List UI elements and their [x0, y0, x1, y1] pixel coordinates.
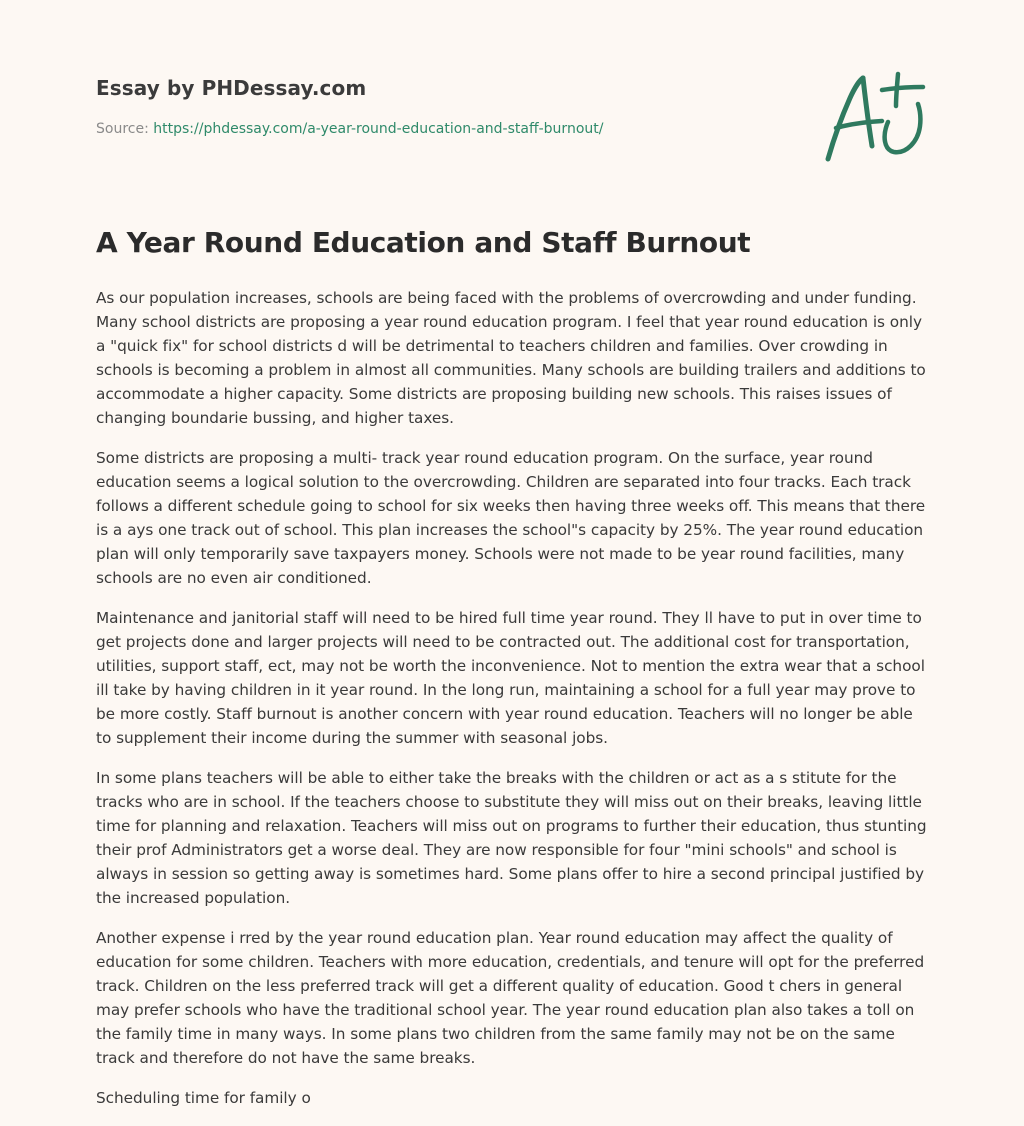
site-brand: Essay by PHDessay.com — [96, 76, 367, 100]
essay-paragraph: Scheduling time for family o — [96, 1089, 311, 1107]
essay-header — [96, 76, 796, 137]
a-plus-grade-icon — [820, 66, 932, 166]
essay-paragraph: Maintenance and janitorial staff will need to be hired full time year round. They ll have to put in over time to get projects done and larger projects will need to be contracted out. The additional cost for transportation, utilities, support staff, ect, may not be worth the inconvenience. Not to mention the extra wear that a school ill take by having children in it year round. In the long run, maintaining a school for a full year may prove to be more costly. Staff burnout is another concern with year round education. Teachers will no longer be able to supplement their income during the summer with seasonal jobs. — [96, 609, 925, 747]
essay-paragraph: Some districts are proposing a multi- track year round education program. On the surface, year round education seems a logical solution to the overcrowding. Children are separated into four tracks. Each track follows a different schedule going to school for six weeks then having three weeks off. This means that there is a ays one track out of school. This plan increases the school"s capacity by 25%. The year round education plan will only temporarily save taxpayers money. Schools were not made to be year round facilities, many schools are no even air conditioned. — [96, 449, 926, 587]
source-link[interactable]: https://phdessay.com/a-year-round-education-and-staff-burnout/ — [153, 121, 604, 137]
essay-paragraph: As our population increases, schools are being faced with the problems of overcrowding and under funding. Many school districts are proposing a year round education program. I feel that year round education is only a "quick fix" for school districts d will be detrimental to teachers children and families. Over crowding in schools is becoming a problem in almost all communities. Many schools are building trailers and additions to accommodate a higher capacity. Some districts are proposing building new schools. This raises issues of changing boundarie bussing, and higher taxes. — [96, 289, 926, 427]
essay-paragraph: Another expense i rred by the year round education plan. Year round education may affect the quality of education for some children. Teachers with more education, credentials, and tenure will opt for the preferred track. Children on the less preferred track will get a different quality of education. Good t chers in general may prefer schools who have the traditional school year. The year round education plan also takes a toll on the family time in many ways. In some plans two children from the same family may not be on the same track and therefore do not have the same breaks. — [96, 929, 925, 1067]
source-line — [96, 121, 796, 137]
essay-title: A Year Round Education and Staff Burnout — [96, 226, 751, 259]
essay-paragraph: In some plans teachers will be able to either take the breaks with the children or act as a s stitute for the tracks who are in school. If the teachers choose to substitute they will miss out on their breaks, leaving little time for planning and relaxation. Teachers will miss out on programs to further their education, thus stunting their prof Administrators get a worse deal. They are now responsible for four "mini schools" and school is always in session so getting away is sometimes hard. Some plans offer to hire a second principal justified by the increased population. — [96, 769, 927, 907]
source-label: Source: — [96, 121, 149, 137]
essay-body — [96, 286, 932, 1126]
